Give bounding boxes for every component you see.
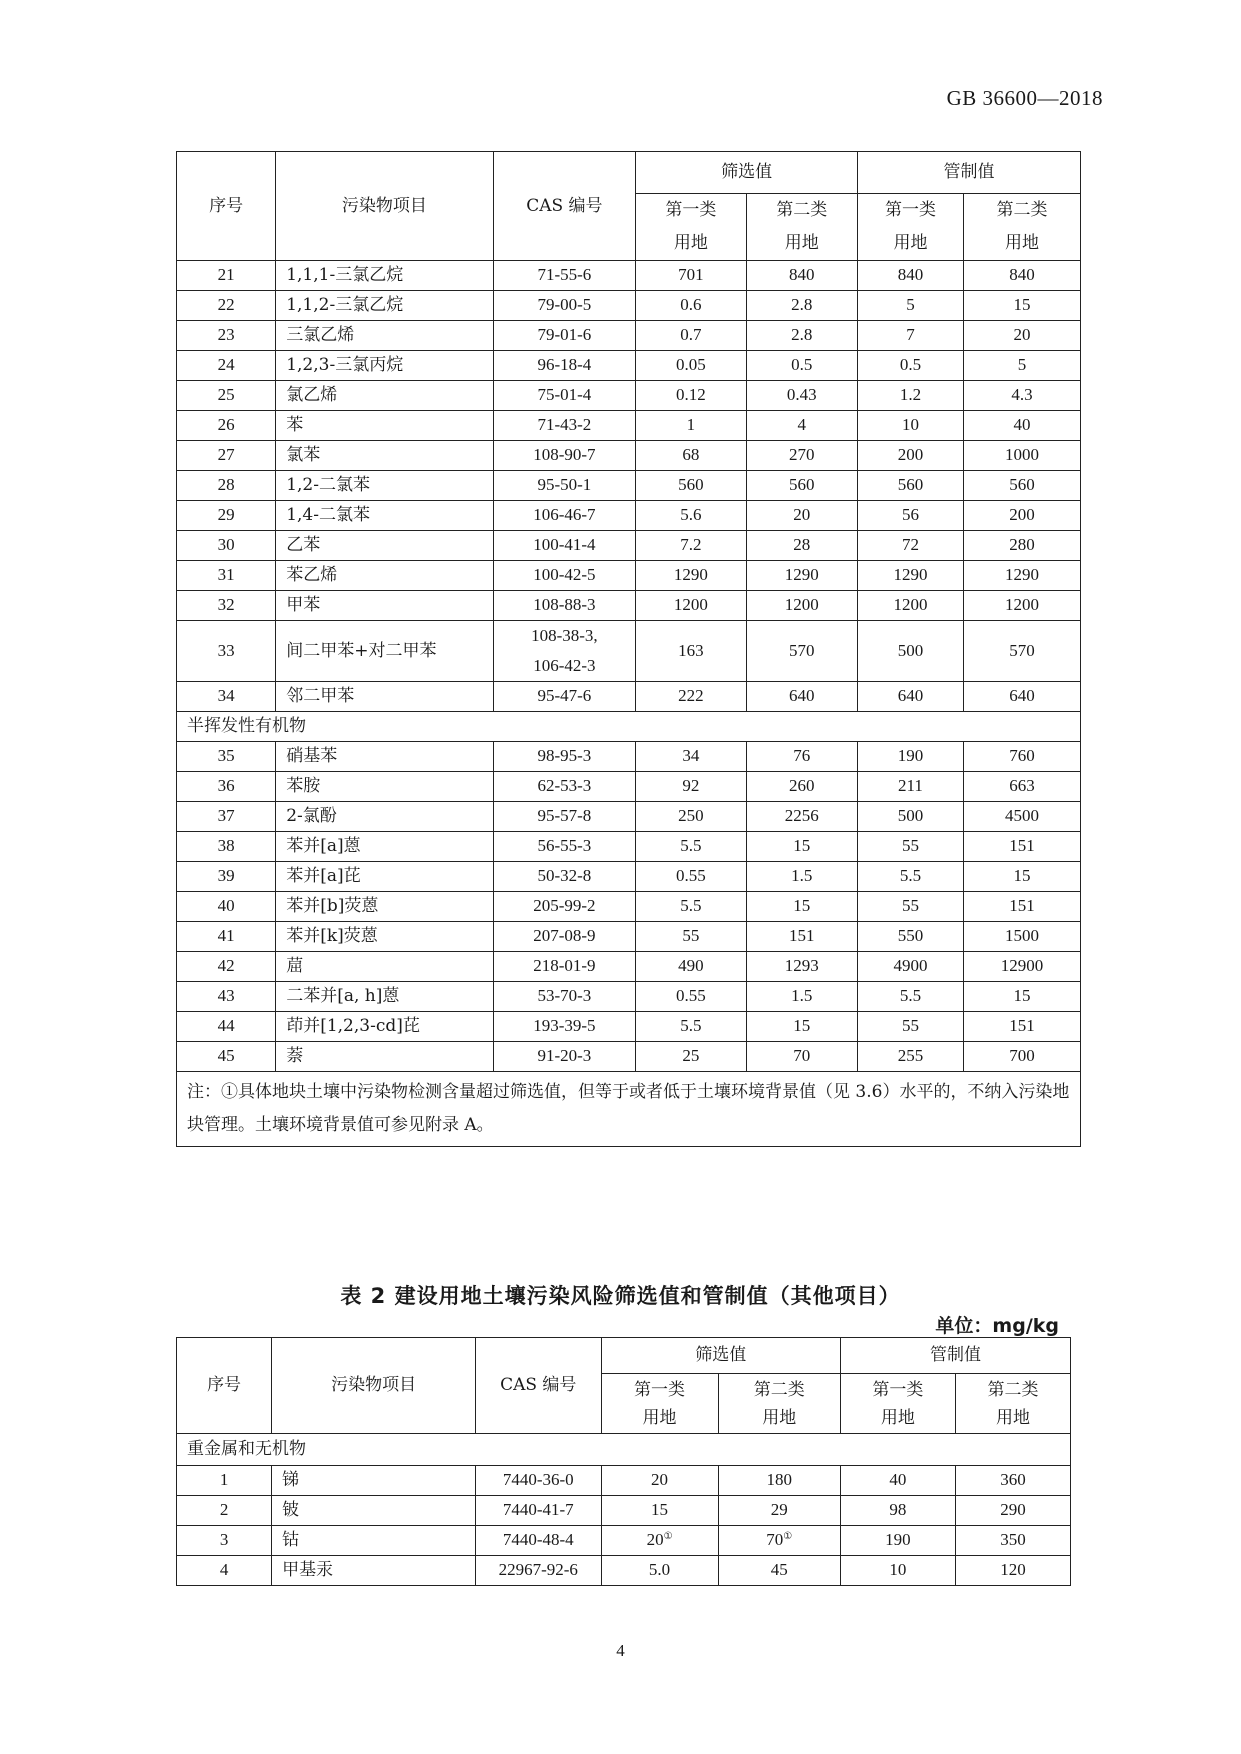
cell-c2: 15 bbox=[963, 291, 1080, 321]
cell-s1: 5.0 bbox=[601, 1556, 718, 1586]
cell-cas: 7440-48-4 bbox=[476, 1526, 601, 1556]
cell-name: 乙苯 bbox=[276, 531, 493, 561]
table-row bbox=[177, 261, 1081, 291]
cell-c2: 40 bbox=[963, 411, 1080, 441]
table-row bbox=[177, 441, 1081, 471]
cell-s1: 1290 bbox=[636, 561, 746, 591]
cell-c1: 5.5 bbox=[858, 982, 964, 1012]
cell-c2: 15 bbox=[963, 862, 1080, 892]
cell-seq: 36 bbox=[177, 772, 276, 802]
header-item: 污染物项目 bbox=[276, 152, 493, 261]
cell-cas: 218-01-9 bbox=[493, 952, 636, 982]
table-row bbox=[177, 832, 1081, 862]
cell-seq: 26 bbox=[177, 411, 276, 441]
note-row bbox=[177, 1072, 1081, 1147]
cell-s1: 222 bbox=[636, 682, 746, 712]
cell-s1: 15 bbox=[601, 1496, 718, 1526]
cell-seq: 40 bbox=[177, 892, 276, 922]
cell-c2: 290 bbox=[955, 1496, 1070, 1526]
table-row bbox=[177, 1496, 1071, 1526]
section-metal: 重金属和无机物 bbox=[177, 1434, 1071, 1466]
footnote-marker: ① bbox=[663, 1531, 673, 1543]
cell-c1: 10 bbox=[840, 1556, 955, 1586]
cell-name: 苯胺 bbox=[276, 772, 493, 802]
cell-cas: 79-01-6 bbox=[493, 321, 636, 351]
table-row bbox=[177, 952, 1081, 982]
header-cas: CAS 编号 bbox=[493, 152, 636, 261]
cell-s2: 180 bbox=[718, 1466, 840, 1496]
pollutant-table-2 bbox=[176, 1337, 1071, 1586]
cell-s1: 5.5 bbox=[636, 832, 746, 862]
header-control: 管制值 bbox=[840, 1338, 1070, 1374]
cell-s1: 5.6 bbox=[636, 501, 746, 531]
cell-c2: 4.3 bbox=[963, 381, 1080, 411]
cell-s2: 570 bbox=[746, 621, 857, 682]
cell-c1: 55 bbox=[858, 892, 964, 922]
table-note: 注：①具体地块土壤中污染物检测含量超过筛选值，但等于或者低于土壤环境背景值（见 3.6）水平的，不纳入污染地块管理。土壤环境背景值可参见附录 A。 bbox=[177, 1072, 1081, 1147]
cell-c1: 7 bbox=[858, 321, 964, 351]
table-row bbox=[177, 561, 1081, 591]
cell-c2: 5 bbox=[963, 351, 1080, 381]
cell-s1: 163 bbox=[636, 621, 746, 682]
cell-s2: 15 bbox=[746, 892, 857, 922]
table-row bbox=[177, 1042, 1081, 1072]
table-row bbox=[177, 682, 1081, 712]
cell-s2: 270 bbox=[746, 441, 857, 471]
table2-caption: 表 2 建设用地土壤污染风险筛选值和管制值（其他项目） bbox=[340, 1284, 901, 1308]
table-row bbox=[177, 591, 1081, 621]
header-screening-class1: 第一类 用地 bbox=[636, 194, 746, 261]
cell-c1: 4900 bbox=[858, 952, 964, 982]
cell-cas: 108-38-3, 106-42-3 bbox=[493, 621, 636, 682]
cell-name: 1,2-二氯苯 bbox=[276, 471, 493, 501]
table-row bbox=[177, 381, 1081, 411]
cell-c1: 55 bbox=[858, 1012, 964, 1042]
table-row bbox=[177, 862, 1081, 892]
cell-name: 萘 bbox=[276, 1042, 493, 1072]
cell-name: 氯乙烯 bbox=[276, 381, 493, 411]
cell-name: 间二甲苯+对二甲苯 bbox=[276, 621, 493, 682]
cell-seq: 22 bbox=[177, 291, 276, 321]
cell-cas: 100-42-5 bbox=[493, 561, 636, 591]
cell-s2: 560 bbox=[746, 471, 857, 501]
table-row bbox=[177, 471, 1081, 501]
cell-c1: 1200 bbox=[858, 591, 964, 621]
cell-s2: 15 bbox=[746, 832, 857, 862]
cell-seq: 2 bbox=[177, 1496, 272, 1526]
cell-s2: 2.8 bbox=[746, 321, 857, 351]
cell-name: 三氯乙烯 bbox=[276, 321, 493, 351]
cell-seq: 34 bbox=[177, 682, 276, 712]
cell-cas: 100-41-4 bbox=[493, 531, 636, 561]
header-control-class1: 第一类 用地 bbox=[840, 1374, 955, 1434]
header-screening-class1: 第一类 用地 bbox=[601, 1374, 718, 1434]
table-row bbox=[177, 772, 1081, 802]
header-control-class1: 第一类 用地 bbox=[858, 194, 964, 261]
page-number: 4 bbox=[616, 1641, 625, 1660]
section-row bbox=[177, 1434, 1071, 1466]
cell-s2: 28 bbox=[746, 531, 857, 561]
cell-s2: 1.5 bbox=[746, 982, 857, 1012]
cell-cas: 193-39-5 bbox=[493, 1012, 636, 1042]
cell-c1: 500 bbox=[858, 802, 964, 832]
cell-s1: 1 bbox=[636, 411, 746, 441]
cell-seq: 37 bbox=[177, 802, 276, 832]
header-control-class2: 第二类 用地 bbox=[955, 1374, 1070, 1434]
cell-seq: 38 bbox=[177, 832, 276, 862]
cell-s1: 250 bbox=[636, 802, 746, 832]
cell-cas: 98-95-3 bbox=[493, 742, 636, 772]
header-control-class2: 第二类 用地 bbox=[963, 194, 1080, 261]
cell-s1: 20① bbox=[601, 1526, 718, 1556]
cell-c2: 760 bbox=[963, 742, 1080, 772]
cell-name: 1,1,1-三氯乙烷 bbox=[276, 261, 493, 291]
cell-c1: 1290 bbox=[858, 561, 964, 591]
cell-c2: 1200 bbox=[963, 591, 1080, 621]
standard-code: GB 36600—2018 bbox=[946, 86, 1103, 110]
cell-cas: 95-57-8 bbox=[493, 802, 636, 832]
cell-c1: 5 bbox=[858, 291, 964, 321]
cell-s1: 92 bbox=[636, 772, 746, 802]
cell-s2: 151 bbox=[746, 922, 857, 952]
cell-c2: 640 bbox=[963, 682, 1080, 712]
header-seq: 序号 bbox=[177, 1338, 272, 1434]
cell-s1: 68 bbox=[636, 441, 746, 471]
cell-s1: 7.2 bbox=[636, 531, 746, 561]
cell-s2: 0.5 bbox=[746, 351, 857, 381]
section-semivolatile: 半挥发性有机物 bbox=[177, 712, 1081, 742]
cell-c1: 10 bbox=[858, 411, 964, 441]
cell-c2: 15 bbox=[963, 982, 1080, 1012]
cell-s1: 0.55 bbox=[636, 862, 746, 892]
cell-name: 苯并[b]荧蒽 bbox=[276, 892, 493, 922]
cell-s2: 2.8 bbox=[746, 291, 857, 321]
cell-c1: 255 bbox=[858, 1042, 964, 1072]
cell-name: 铍 bbox=[272, 1496, 476, 1526]
cell-c2: 4500 bbox=[963, 802, 1080, 832]
cell-s2: 1293 bbox=[746, 952, 857, 982]
cell-cas: 71-43-2 bbox=[493, 411, 636, 441]
cell-name: 甲基汞 bbox=[272, 1556, 476, 1586]
cell-name: 䓛 bbox=[276, 952, 493, 982]
cell-seq: 41 bbox=[177, 922, 276, 952]
cell-cas: 22967-92-6 bbox=[476, 1556, 601, 1586]
table-row bbox=[177, 321, 1081, 351]
cell-c1: 211 bbox=[858, 772, 964, 802]
table-row bbox=[177, 501, 1081, 531]
cell-s1: 34 bbox=[636, 742, 746, 772]
cell-s2: 29 bbox=[718, 1496, 840, 1526]
cell-c1: 55 bbox=[858, 832, 964, 862]
cell-name: 苯 bbox=[276, 411, 493, 441]
cell-c2: 700 bbox=[963, 1042, 1080, 1072]
cell-s2: 1290 bbox=[746, 561, 857, 591]
cell-c1: 40 bbox=[840, 1466, 955, 1496]
pollutant-table-1 bbox=[176, 151, 1081, 1147]
cell-seq: 28 bbox=[177, 471, 276, 501]
cell-name: 苯并[k]荧蒽 bbox=[276, 922, 493, 952]
table-row bbox=[177, 802, 1081, 832]
cell-s2: 15 bbox=[746, 1012, 857, 1042]
cell-seq: 4 bbox=[177, 1556, 272, 1586]
cell-seq: 33 bbox=[177, 621, 276, 682]
cell-name: 苯并[a]芘 bbox=[276, 862, 493, 892]
cell-c2: 151 bbox=[963, 832, 1080, 862]
cell-seq: 30 bbox=[177, 531, 276, 561]
header-screening: 筛选值 bbox=[601, 1338, 840, 1374]
cell-s1: 0.7 bbox=[636, 321, 746, 351]
cell-cas: 91-20-3 bbox=[493, 1042, 636, 1072]
cell-seq: 29 bbox=[177, 501, 276, 531]
cell-c2: 151 bbox=[963, 1012, 1080, 1042]
cell-seq: 27 bbox=[177, 441, 276, 471]
cell-name: 硝基苯 bbox=[276, 742, 493, 772]
cell-seq: 25 bbox=[177, 381, 276, 411]
cell-c1: 500 bbox=[858, 621, 964, 682]
cell-c2: 570 bbox=[963, 621, 1080, 682]
cell-seq: 32 bbox=[177, 591, 276, 621]
cell-cas: 71-55-6 bbox=[493, 261, 636, 291]
table-row bbox=[177, 1012, 1081, 1042]
cell-name: 1,2,3-三氯丙烷 bbox=[276, 351, 493, 381]
cell-cas: 62-53-3 bbox=[493, 772, 636, 802]
header-screening: 筛选值 bbox=[636, 152, 858, 194]
table-row bbox=[177, 1526, 1071, 1556]
cell-s1: 55 bbox=[636, 922, 746, 952]
table-row bbox=[177, 351, 1081, 381]
cell-seq: 1 bbox=[177, 1466, 272, 1496]
cell-cas: 207-08-9 bbox=[493, 922, 636, 952]
cell-s1: 560 bbox=[636, 471, 746, 501]
cell-s2: 70① bbox=[718, 1526, 840, 1556]
cell-c1: 840 bbox=[858, 261, 964, 291]
cell-c2: 350 bbox=[955, 1526, 1070, 1556]
cell-name: 氯苯 bbox=[276, 441, 493, 471]
cell-s2: 45 bbox=[718, 1556, 840, 1586]
table-row bbox=[177, 531, 1081, 561]
cell-cas: 75-01-4 bbox=[493, 381, 636, 411]
cell-s2: 260 bbox=[746, 772, 857, 802]
cell-s1: 20 bbox=[601, 1466, 718, 1496]
cell-s1: 0.05 bbox=[636, 351, 746, 381]
cell-c2: 12900 bbox=[963, 952, 1080, 982]
table-row bbox=[177, 621, 1081, 682]
cell-s2: 4 bbox=[746, 411, 857, 441]
cell-c2: 151 bbox=[963, 892, 1080, 922]
cell-cas: 95-50-1 bbox=[493, 471, 636, 501]
cell-cas: 108-90-7 bbox=[493, 441, 636, 471]
cell-s1: 0.12 bbox=[636, 381, 746, 411]
cell-c2: 840 bbox=[963, 261, 1080, 291]
cell-s1: 0.6 bbox=[636, 291, 746, 321]
cell-name: 钴 bbox=[272, 1526, 476, 1556]
header-seq: 序号 bbox=[177, 152, 276, 261]
cell-cas: 7440-41-7 bbox=[476, 1496, 601, 1526]
cell-name: 甲苯 bbox=[276, 591, 493, 621]
cell-seq: 35 bbox=[177, 742, 276, 772]
table-row bbox=[177, 411, 1081, 441]
cell-c1: 190 bbox=[840, 1526, 955, 1556]
cell-cas: 56-55-3 bbox=[493, 832, 636, 862]
cell-s2: 70 bbox=[746, 1042, 857, 1072]
cell-c2: 1500 bbox=[963, 922, 1080, 952]
cell-name: 2-氯酚 bbox=[276, 802, 493, 832]
table-row bbox=[177, 1466, 1071, 1496]
section-row bbox=[177, 712, 1081, 742]
cell-cas: 50-32-8 bbox=[493, 862, 636, 892]
cell-seq: 45 bbox=[177, 1042, 276, 1072]
cell-s2: 20 bbox=[746, 501, 857, 531]
footnote-marker: ① bbox=[783, 1531, 793, 1543]
table-row bbox=[177, 291, 1081, 321]
cell-cas: 95-47-6 bbox=[493, 682, 636, 712]
header-control: 管制值 bbox=[858, 152, 1081, 194]
cell-seq: 43 bbox=[177, 982, 276, 1012]
cell-c1: 56 bbox=[858, 501, 964, 531]
header-screening-class2: 第二类 用地 bbox=[718, 1374, 840, 1434]
table2-unit: 单位：mg/kg bbox=[935, 1315, 1059, 1337]
cell-cas: 108-88-3 bbox=[493, 591, 636, 621]
cell-s2: 840 bbox=[746, 261, 857, 291]
cell-c1: 1.2 bbox=[858, 381, 964, 411]
cell-name: 锑 bbox=[272, 1466, 476, 1496]
cell-seq: 39 bbox=[177, 862, 276, 892]
cell-s1: 701 bbox=[636, 261, 746, 291]
cell-cas: 79-00-5 bbox=[493, 291, 636, 321]
cell-cas: 106-46-7 bbox=[493, 501, 636, 531]
cell-c1: 560 bbox=[858, 471, 964, 501]
cell-s2: 2256 bbox=[746, 802, 857, 832]
cell-cas: 53-70-3 bbox=[493, 982, 636, 1012]
cell-c2: 200 bbox=[963, 501, 1080, 531]
header-cas: CAS 编号 bbox=[476, 1338, 601, 1434]
cell-seq: 42 bbox=[177, 952, 276, 982]
cell-s2: 1200 bbox=[746, 591, 857, 621]
cell-s1: 490 bbox=[636, 952, 746, 982]
cell-seq: 3 bbox=[177, 1526, 272, 1556]
cell-s1: 5.5 bbox=[636, 892, 746, 922]
cell-name: 苯并[a]蒽 bbox=[276, 832, 493, 862]
cell-c1: 190 bbox=[858, 742, 964, 772]
cell-cas: 205-99-2 bbox=[493, 892, 636, 922]
cell-name: 二苯并[a, h]蒽 bbox=[276, 982, 493, 1012]
table-row bbox=[177, 922, 1081, 952]
cell-c1: 0.5 bbox=[858, 351, 964, 381]
cell-c2: 360 bbox=[955, 1466, 1070, 1496]
cell-c2: 120 bbox=[955, 1556, 1070, 1586]
cell-c1: 98 bbox=[840, 1496, 955, 1526]
cell-s2: 76 bbox=[746, 742, 857, 772]
header-item: 污染物项目 bbox=[272, 1338, 476, 1434]
table-row bbox=[177, 982, 1081, 1012]
cell-c2: 1290 bbox=[963, 561, 1080, 591]
cell-name: 邻二甲苯 bbox=[276, 682, 493, 712]
cell-c2: 663 bbox=[963, 772, 1080, 802]
cell-s1: 25 bbox=[636, 1042, 746, 1072]
cell-c1: 550 bbox=[858, 922, 964, 952]
cell-c2: 20 bbox=[963, 321, 1080, 351]
table-row bbox=[177, 742, 1081, 772]
cell-name: 1,1,2-三氯乙烷 bbox=[276, 291, 493, 321]
cell-s1: 0.55 bbox=[636, 982, 746, 1012]
cell-name: 茚并[1,2,3-cd]芘 bbox=[276, 1012, 493, 1042]
cell-s2: 1.5 bbox=[746, 862, 857, 892]
cell-seq: 21 bbox=[177, 261, 276, 291]
table-row bbox=[177, 1556, 1071, 1586]
cell-c2: 1000 bbox=[963, 441, 1080, 471]
cell-seq: 23 bbox=[177, 321, 276, 351]
cell-s1: 1200 bbox=[636, 591, 746, 621]
cell-c2: 560 bbox=[963, 471, 1080, 501]
cell-c1: 5.5 bbox=[858, 862, 964, 892]
cell-seq: 44 bbox=[177, 1012, 276, 1042]
cell-c1: 72 bbox=[858, 531, 964, 561]
cell-c2: 280 bbox=[963, 531, 1080, 561]
cell-s2: 0.43 bbox=[746, 381, 857, 411]
cell-name: 1,4-二氯苯 bbox=[276, 501, 493, 531]
cell-c1: 200 bbox=[858, 441, 964, 471]
cell-cas: 96-18-4 bbox=[493, 351, 636, 381]
header-screening-class2: 第二类 用地 bbox=[746, 194, 857, 261]
cell-c1: 640 bbox=[858, 682, 964, 712]
cell-cas: 7440-36-0 bbox=[476, 1466, 601, 1496]
table-row bbox=[177, 892, 1081, 922]
cell-seq: 31 bbox=[177, 561, 276, 591]
cell-name: 苯乙烯 bbox=[276, 561, 493, 591]
cell-seq: 24 bbox=[177, 351, 276, 381]
cell-s2: 640 bbox=[746, 682, 857, 712]
cell-s1: 5.5 bbox=[636, 1012, 746, 1042]
